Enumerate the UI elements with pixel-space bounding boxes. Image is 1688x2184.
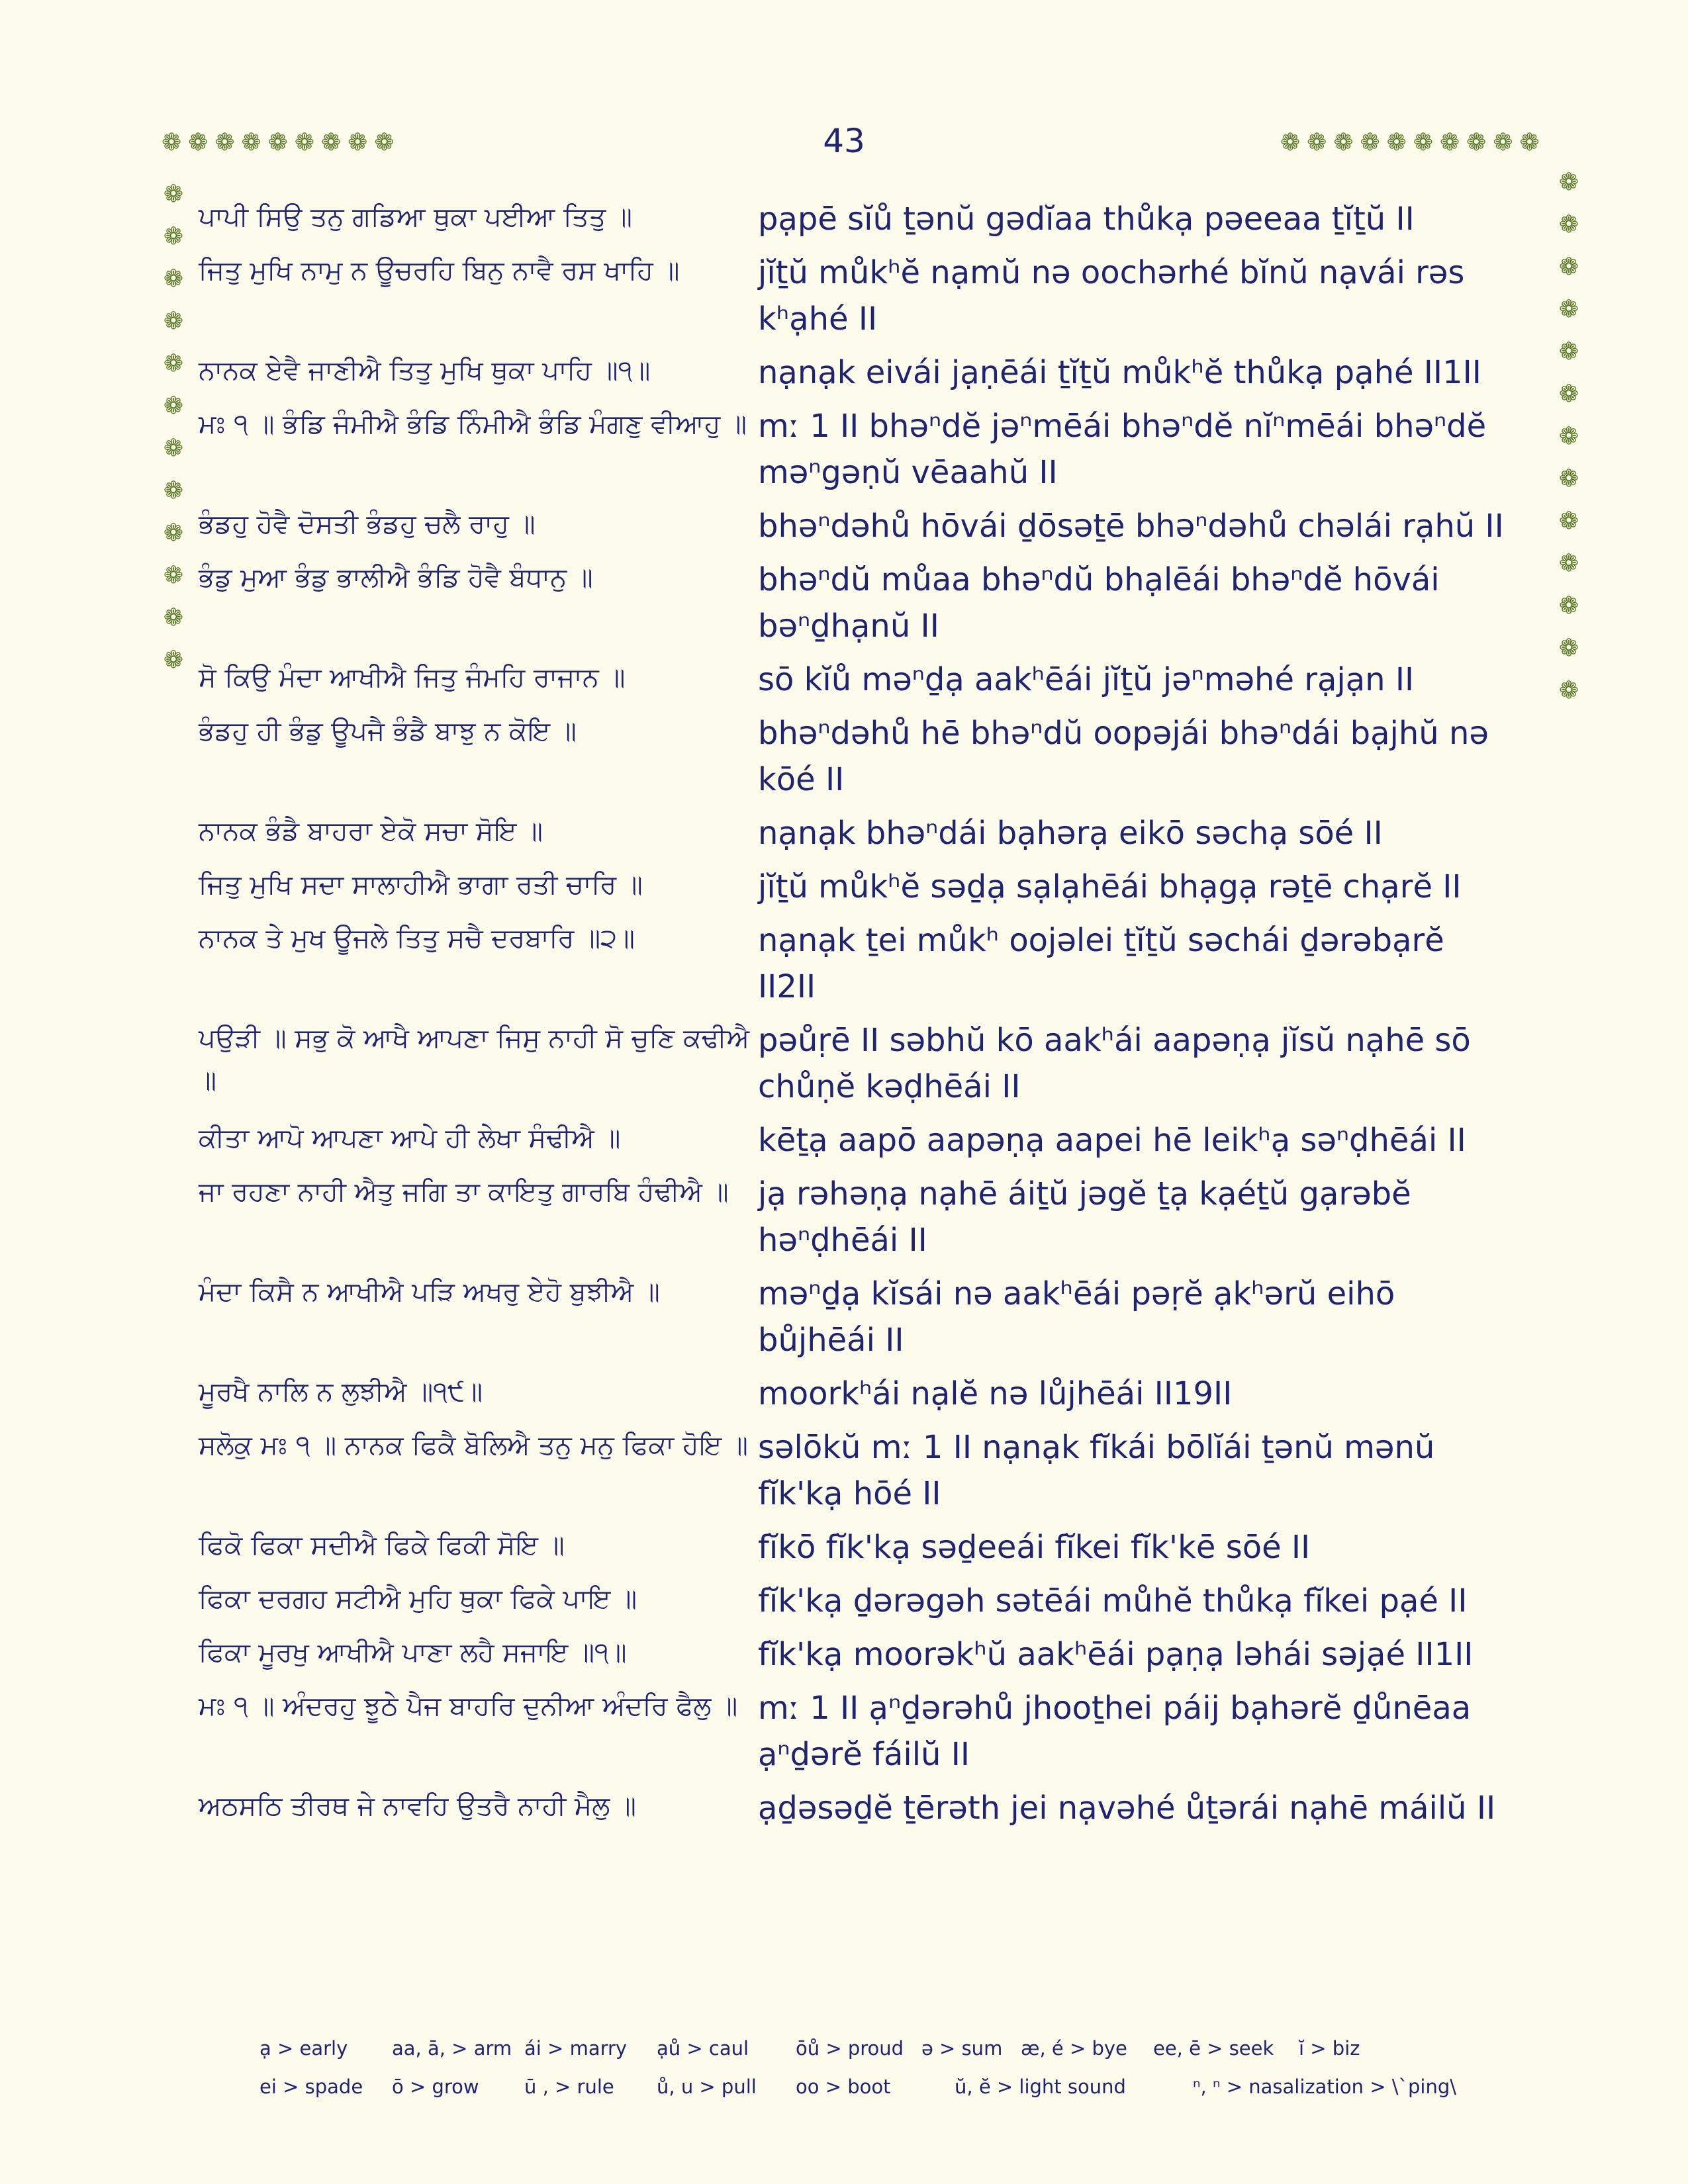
legend-item: ū , > rule [524,2075,614,2098]
verse-row [199,349,1523,396]
gurmukhi-text: ਭੰਡਹੁ ਹੀ ਭੰਡੁ ਊਪਜੈ ਭੰਡੈ ਬਾਝੁ ਨ ਕੋਇ ॥ [199,716,577,747]
flower-border-top-left: ❁❁❁❁❁❁❁❁❁ [162,129,401,156]
legend-item: oo > boot [796,2075,891,2098]
transliteration-text: bhəⁿdəhů hōvái ḏōsəṯē bhəⁿdəhů chəlái rạhŭ II [758,508,1504,545]
legend-row [259,2029,1517,2068]
flower-icon: ❁ [163,520,184,547]
transliteration-text: ạḏəsəḏĕ ṯērəth jei nạvəhé ůṯərái nạhē máilŭ II [758,1790,1496,1827]
flower-icon: ❁ [1558,423,1579,450]
flower-icon: ❁ [1558,592,1579,619]
transliteration-text: səlōkŭ mː 1 II nạnạk fĭkái bōlĭái ṯənŭ mənŭ fĭk'kạ hōé II [758,1429,1435,1512]
verse-row [199,1631,1523,1678]
transliteration-text: jĭṯŭ můkʰĕ səḏạ sạlạhēái bhạgạ rəṯē chạrĕ II [758,868,1462,905]
transliteration-text: nạnạk eivái jạṇēái ṯĭṯŭ můkʰĕ thůkạ pạhé II1II [758,354,1481,391]
flower-icon: ❁ [163,477,184,504]
flower-icon: ❁ [1558,338,1579,365]
transliteration-text: mː 1 II bhəⁿdĕ jəⁿmēái bhəⁿdĕ nĭⁿmēái bhəⁿdĕ məⁿgəṇŭ vēaahŭ II [758,408,1487,491]
verse-row [199,1785,1523,1831]
legend-item: ů, u > pull [657,2075,757,2098]
verse-list [199,196,1523,1839]
flower-icon: ❁ [163,562,184,589]
flower-icon: ❁ [1558,677,1579,704]
gurmukhi-text: ਫਿਕੋ ਫਿਕਾ ਸਦੀਐ ਫਿਕੇ ਫਿਕੀ ਸੋਇ ॥ [199,1530,565,1561]
flower-icon: ❁ [163,181,184,208]
legend-item: aa, ā, > arm [392,2037,512,2060]
verse-row [199,657,1523,703]
gurmukhi-text: ਜਿਤੁ ਮੁਖਿ ਸਦਾ ਸਾਲਾਹੀਐ ਭਾਗਾ ਰਤੀ ਚਾਰਿ ॥ [199,870,643,900]
flower-icon: ❁ [163,350,184,377]
flower-icon: ❁ [1558,550,1579,577]
verse-row [199,1578,1523,1624]
verse-row [199,403,1523,496]
flower-icon: ❁ [163,223,184,250]
gurmukhi-text: ਸਲੋਕੁ ਮਃ ੧ ॥ ਨਾਨਕ ਫਿਕੈ ਬੋਲਿਐ ਤਨੁ ਮਨੁ ਫਿਕਾ ਹੋਇ ॥ [199,1430,748,1461]
legend-item: ái > marry [524,2037,628,2060]
flower-icon: ❁ [163,308,184,335]
flower-border-left [159,173,188,682]
flower-icon: ❁ [1558,465,1579,492]
legend-item: ⁿ, ⁿ > nasalization > \`ping\ [1193,2075,1456,2098]
legend-item: ĭ > biz [1299,2037,1360,2060]
verse-row [199,810,1523,856]
verse-row [199,1424,1523,1517]
flower-icon: ❁ [163,265,184,293]
gurmukhi-text: ਸੋ ਕਿਉ ਮੰਦਾ ਆਖੀਐ ਜਿਤੁ ਜੰਮਹਿ ਰਾਜਾਨ ॥ [199,662,626,693]
transliteration-text: kēṯạ aapō aapəṇạ aapei hē leikʰạ səⁿḍhēái II [758,1122,1466,1159]
transliteration-text: fĭk'kạ moorəkʰŭ aakʰēái pạṇạ ləhái səjạé II1II [758,1636,1474,1673]
gurmukhi-text: ਮਃ ੧ ॥ ਅੰਦਰਹੁ ਝੂਠੇ ਪੈਜ ਬਾਹਰਿ ਦੁਨੀਆ ਅੰਦਰਿ ਫੈਲੁ ॥ [199,1691,738,1721]
gurmukhi-text: ਜਿਤੁ ਮੁਖਿ ਨਾਮੁ ਨ ਊਚਰਹਿ ਬਿਨੁ ਨਾਵੈ ਰਸ ਖਾਹਿ ॥ [199,255,680,286]
verse-row [199,864,1523,910]
transliteration-text: jạ rəhəṇạ nạhē áiṯŭ jəgĕ ṯạ kạéṯŭ gạrəbĕ həⁿḍhēái II [758,1175,1411,1259]
transliteration-text: bhəⁿdəhů hē bhəⁿdŭ oopəjái bhəⁿdái bạjhŭ nə kōé II [758,715,1489,798]
gurmukhi-text: ਨਾਨਕ ਭੰਡੈ ਬਾਹਰਾ ਏਕੋ ਸਚਾ ਸੋਇ ॥ [199,816,543,846]
gurmukhi-text: ਭੰਡਹੁ ਹੋਵੈ ਦੋਸਤੀ ਭੰਡਹੁ ਚਲੈ ਰਾਹੁ ॥ [199,509,536,539]
verse-row [199,1017,1523,1110]
transliteration-text: nạnạk bhəⁿdái bạhərạ eikō səchạ sōé II [758,815,1383,852]
gurmukhi-text: ਨਾਨਕ ਤੇ ਮੁਖ ਊਜਲੇ ਤਿਤੁ ਸਚੈ ਦਰਬਾਰਿ ॥੨॥ [199,923,635,954]
flower-icon: ❁ [1558,211,1579,238]
legend-item: ōů > proud [796,2037,904,2060]
gurmukhi-text: ਫਿਕਾ ਦਰਗਹ ਸਟੀਐ ਮੁਹਿ ਥੁਕਾ ਫਿਕੇ ਪਾਇ ॥ [199,1584,637,1614]
gurmukhi-text: ਪਉੜੀ ॥ ਸਭੁ ਕੋ ਆਖੈ ਆਪਣਾ ਜਿਸੁ ਨਾਹੀ ਸੋ ਚੁਣਿ ਕਢੀਐ ॥ [199,1023,750,1096]
flower-icon: ❁ [1558,253,1579,281]
gurmukhi-text: ਅਠਸਠਿ ਤੀਰਥ ਜੇ ਨਾਵਹਿ ਉਤਰੈ ਨਾਹੀ ਮੈਲੁ ॥ [199,1791,637,1821]
gurmukhi-text: ਮੰਦਾ ਕਿਸੈ ਨ ਆਖੀਐ ਪੜਿ ਅਖਰੁ ਏਹੋ ਬੁਝੀਐ ॥ [199,1277,660,1307]
transliteration-text: moorkʰái nạlĕ nə lůjhēái II19II [758,1375,1233,1412]
flower-icon: ❁ [1558,508,1579,535]
legend-item: ạ > early [259,2037,348,2060]
transliteration-text: nạnạk ṯei můkʰ oojəlei ṯĭṯŭ səchái ḏərəbạrĕ II2II [758,922,1444,1005]
legend-item: ə > sum [921,2037,1003,2060]
flower-icon: ❁ [1558,296,1579,323]
verse-row [199,196,1523,242]
pronunciation-legend [259,2029,1517,2106]
gurmukhi-text: ਮਃ ੧ ॥ ਭੰਡਿ ਜੰਮੀਐ ਭੰਡਿ ਨਿੰਮੀਐ ਭੰਡਿ ਮੰਗਣੁ ਵੀਆਹੁ ॥ [199,409,747,439]
gurmukhi-text: ਫਿਕਾ ਮੂਰਖੁ ਆਖੀਐ ਪਾਣਾ ਲਹੈ ਸਜਾਇ ॥੧॥ [199,1637,627,1668]
verse-row [199,1371,1523,1417]
legend-item: ō > grow [392,2075,479,2098]
verse-row [199,557,1523,649]
verse-row [199,1117,1523,1163]
legend-row [259,2068,1517,2106]
verse-row [199,710,1523,803]
transliteration-text: bhəⁿdŭ můaa bhəⁿdŭ bhạlēái bhəⁿdĕ hōvái bəⁿḏhạnŭ II [758,561,1440,645]
transliteration-text: məⁿḏạ kĭsái nə aakʰēái pəṛĕ ạkʰərŭ eihō bůjhēái II [758,1275,1395,1359]
page-number: 43 [823,122,865,160]
verse-row [199,503,1523,549]
flower-icon: ❁ [1558,169,1579,196]
gurmukhi-text: ਪਾਪੀ ਸਿਉ ਤਨੁ ਗਡਿਆ ਥੁਕਾ ਪਈਆ ਤਿਤੁ ॥ [199,202,632,232]
gurmukhi-text: ਮੂਰਖੈ ਨਾਲਿ ਨ ਲੁਝੀਐ ॥੧੯॥ [199,1377,483,1407]
flower-icon: ❁ [1558,635,1579,662]
gurmukhi-text: ਨਾਨਕ ਏਵੈ ਜਾਣੀਐ ਤਿਤੁ ਮੁਖਿ ਥੁਕਾ ਪਾਹਿ ॥੧॥ [199,355,651,386]
flower-icon: ❁ [1558,381,1579,408]
gurmukhi-text: ਜਾ ਰਹਣਾ ਨਾਹੀ ਐਤੁ ਜਗਿ ਤਾ ਕਾਇਤੁ ਗਾਰਬਿ ਹੰਢੀਐ ॥ [199,1177,729,1207]
flower-icon: ❁ [163,647,184,674]
verse-row [199,1524,1523,1570]
flower-icon: ❁ [163,604,184,631]
verse-row [199,917,1523,1010]
verse-row [199,1685,1523,1778]
gurmukhi-text: ਭੰਡੁ ਮੁਆ ਭੰਡੁ ਭਾਲੀਐ ਭੰਡਿ ਹੋਵੈ ਬੰਧਾਨੁ ॥ [199,563,593,593]
flower-icon: ❁ [163,392,184,420]
legend-item: ee, ē > seek [1153,2037,1274,2060]
transliteration-text: pạpē sĭů ṯənŭ gədĭaa thůkạ pəeeaa ṯĭṯŭ II [758,201,1415,238]
legend-item: æ, é > bye [1021,2037,1127,2060]
verse-row [199,250,1523,342]
verse-row [199,1171,1523,1263]
flower-border-right [1554,161,1583,712]
flower-icon: ❁ [163,435,184,462]
legend-item: ŭ, ĕ > light sound [955,2075,1126,2098]
transliteration-text: jĭṯŭ můkʰĕ nạmŭ nə oochərhé bĭnŭ nạvái rəs kʰạhé II [758,254,1465,338]
transliteration-text: sō kĭů məⁿḏạ aakʰēái jĭṯŭ jəⁿməhé rạjạn II [758,661,1415,698]
transliteration-text: pəůṛē II səbhŭ kō aakʰái aapəṇạ jĭsŭ nạhē sō chůṇĕ kəḍhēái II [758,1022,1471,1105]
gurmukhi-text: ਕੀਤਾ ਆਪੋ ਆਪਣਾ ਆਪੇ ਹੀ ਲੇਖਾ ਸੰਢੀਐ ॥ [199,1123,621,1154]
transliteration-text: fĭkō fĭk'kạ səḏeeái fĭkei fĭk'kē sōé II [758,1529,1311,1566]
transliteration-text: fĭk'kạ ḏərəgəh sətēái můhĕ thůkạ fĭkei pạé II [758,1582,1468,1619]
flower-border-top-right: ❁❁❁❁❁❁❁❁❁❁ [1280,129,1546,156]
transliteration-text: mː 1 II ạⁿḏərəhů jhooṯhei páij bạhərĕ ḏůnēaa ạⁿḏərĕ fáilŭ II [758,1690,1472,1773]
verse-row [199,1271,1523,1363]
legend-item: ei > spade [259,2075,363,2098]
legend-item: ạů > caul [657,2037,749,2060]
